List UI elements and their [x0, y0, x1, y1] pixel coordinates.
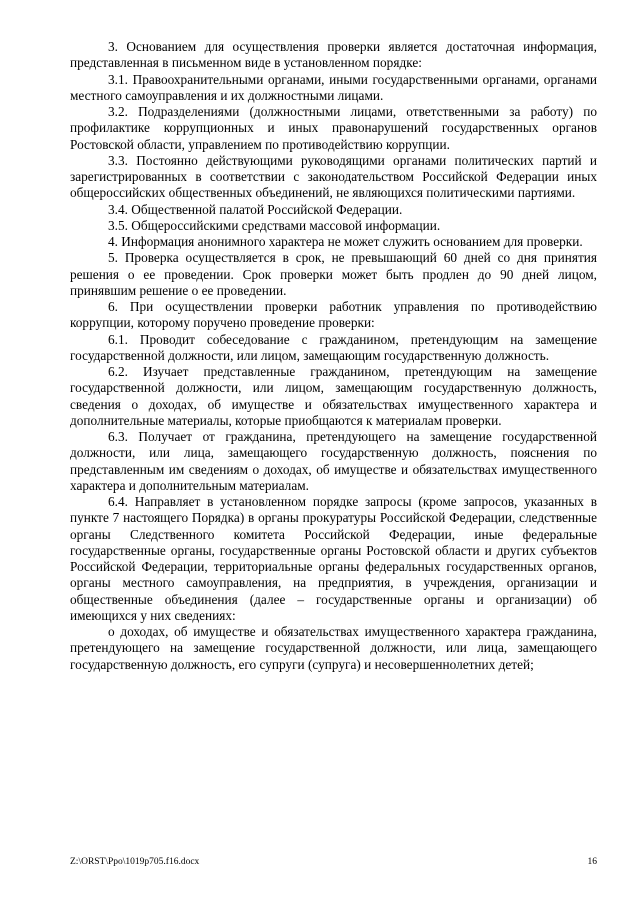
- paragraph-3-2: 3.2. Подразделениями (должностными лицами, ответственными за работу) по профилактике коррупционных и иных правонарушений государственных органов Ростовской области, управлением по противодействию коррупции.: [70, 104, 597, 152]
- paragraph-4: 4. Информация анонимного характера не может служить основанием для проверки.: [108, 234, 583, 249]
- paragraph-3-5: 3.5. Общероссийскими средствами массовой информации.: [108, 217, 441, 233]
- document-body: [70, 39, 597, 673]
- paragraph-6: 6. При осуществлении проверки работник управления по противодействию коррупции, которому поручено проведение проверки:: [70, 299, 597, 331]
- footer-file-path: Z:\ORST\Ppo\1019p705.f16.docx: [70, 857, 200, 867]
- paragraph-6-3: 6.3. Получает от гражданина, претендующего на замещение государственной должности, или лица, замещающего государственную должность, пояснения по представленным им сведениям о доходах, об имуществе и обязательствах имущественного характера и дополнительным материалам.: [70, 429, 597, 493]
- paragraph-3-1: 3.1. Правоохранительными органами, иными государственными органами, органами местного самоуправления и их должностными лицами.: [70, 71, 597, 103]
- paragraph-6-2: 6.2. Изучает представленные гражданином, претендующим на замещение государственной должности, или лицом, замещающим государственную должность, сведения о доходах, об имуществе и обязательствах имущественного характера и дополнительные материалы, которые приобщаются к материалам проверки.: [70, 364, 597, 428]
- paragraph-3-3: 3.3. Постоянно действующими руководящими органами политических партий и зарегистрированных в соответствии с законодательством Российской Федерации иных общероссийских общественных объединений, не являющихся политическими партиями.: [70, 152, 597, 201]
- paragraph-3: 3. Основанием для осуществления проверки является достаточная информация, представленная в письменном виде в установленном порядке:: [70, 39, 597, 71]
- paragraph-5: 5. Проверка осуществляется в срок, не превышающий 60 дней со дня принятия решения о ее проведении. Срок проверки может быть продлен до 90 дней лицом, принявшим решение о ее проведении.: [70, 250, 597, 298]
- paragraph-6-4-item: о доходах, об имуществе и обязательствах имущественного характера гражданина, претендующего на замещение государственной должности, или лица, замещающего государственную должность, его супруги (супруга) и несовершеннолетних детей;: [70, 624, 597, 672]
- page-footer: [70, 856, 597, 868]
- paragraph-6-4: 6.4. Направляет в установленном порядке запросы (кроме запросов, указанных в пункте 7 настоящего Порядка) в органы прокуратуры Российской Федерации, следственные органы Следственного комитета Российской Федерации, иные федеральные государственные органы, государственные органы Ростовской области и других субъектов Российской Федерации, территориальные органы федеральных государственных органов, органы местного самоуправления, на предприятия, в учреждения, организации и общественные объединения (далее – государственные органы и организации) об имеющихся у них сведениях:: [70, 494, 597, 623]
- page-number: 16: [587, 857, 597, 867]
- paragraph-6-1: 6.1. Проводит собеседование с гражданином, претендующим на замещение государственной должности, или лицом, замещающим государственную должность.: [70, 331, 597, 363]
- paragraph-3-4: 3.4. Общественной палатой Российской Федерации.: [108, 201, 403, 217]
